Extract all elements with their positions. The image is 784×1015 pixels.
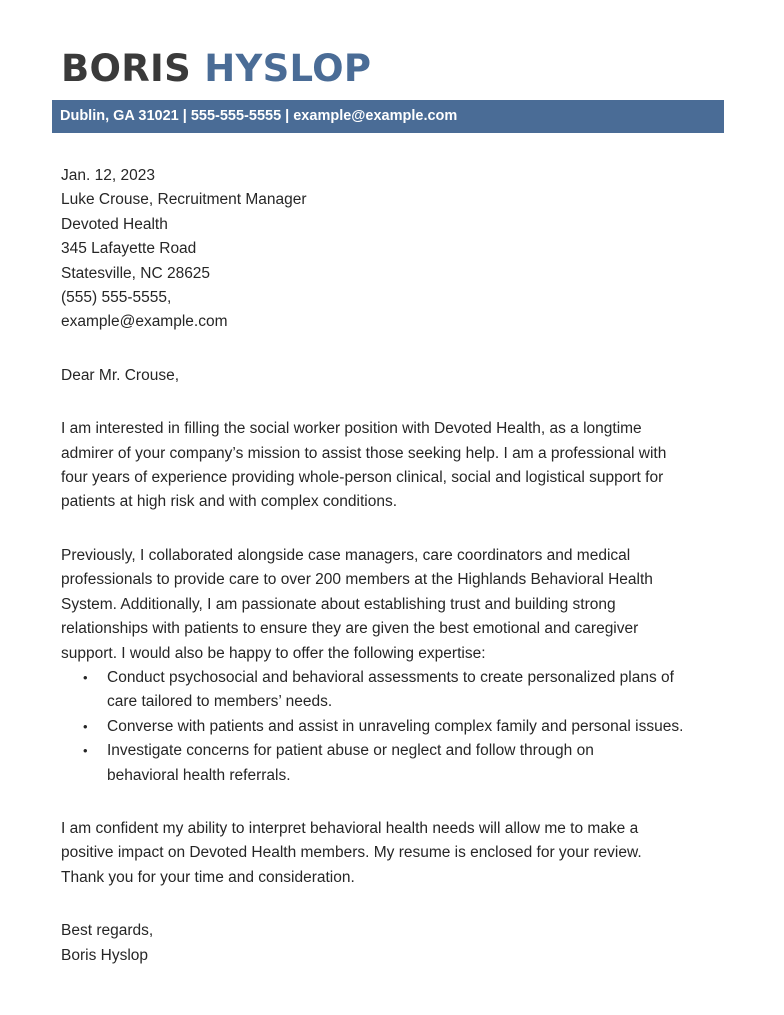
list-item-line: Investigate concerns for patient abuse or neglect and follow through on	[107, 742, 594, 760]
paragraph-3	[61, 817, 725, 890]
list-item-line: Converse with patients and assist in unraveling complex family and personal issues.	[107, 717, 684, 735]
last-name: HYSLOP	[204, 47, 372, 90]
applicant-name	[61, 46, 371, 92]
letter-date: Jan. 12, 2023	[61, 167, 155, 184]
letter-body	[61, 164, 725, 968]
list-item-line: behavioral health referrals.	[107, 766, 291, 784]
recipient-city: Statesville, NC 28625	[61, 264, 211, 282]
recipient-street: 345 Lafayette Road	[61, 240, 197, 258]
list-item-line: Conduct psychosocial and behavioral assessments to create personalized plans of	[107, 668, 674, 686]
list-item-line: care tailored to members’ needs.	[107, 693, 333, 711]
paragraph-line: support. I would also be happy to offer the following expertise:	[61, 644, 486, 662]
salutation: Dear Mr. Crouse,	[61, 366, 180, 384]
paragraph-line: admirer of your company’s mission to assist those seeking help. I am a professional with	[61, 444, 667, 462]
paragraph-line: I am interested in filling the social worker position with Devoted Health, as a longtime	[61, 420, 642, 438]
paragraph-line: Previously, I collaborated alongside case managers, care coordinators and medical	[61, 546, 631, 564]
contact-info: Dublin, GA 31021 | 555-555-5555 | example@example.com	[60, 108, 458, 124]
paragraph-line: System. Additionally, I am passionate about establishing trust and building strong	[61, 595, 616, 613]
paragraph-line: four years of experience providing whole-person clinical, social and logistical support for	[61, 469, 664, 487]
contact-bar	[52, 100, 724, 133]
bullet-icon: •	[83, 718, 88, 734]
recipient-company: Devoted Health	[61, 215, 168, 233]
expertise-list	[61, 666, 725, 788]
paragraph-1	[61, 417, 725, 515]
list-item	[61, 739, 725, 788]
recipient-block	[61, 164, 725, 335]
paragraph-line: professionals to provide care to over 200 members at the Highlands Behavioral Health	[61, 571, 653, 589]
recipient-name: Luke Crouse, Recruitment Manager	[61, 191, 307, 209]
bullet-icon: •	[83, 743, 88, 759]
list-item	[61, 715, 725, 739]
paragraph-line: Thank you for your time and consideration.	[61, 868, 355, 886]
bullet-icon: •	[83, 669, 88, 685]
signature: Boris Hyslop	[61, 946, 148, 964]
closing: Best regards,	[61, 922, 154, 940]
paragraph-line: relationships with patients to ensure they are given the best emotional and caregiver	[61, 620, 639, 638]
first-name: BORIS	[61, 47, 192, 90]
list-item	[61, 666, 725, 715]
recipient-email: example@example.com	[61, 313, 228, 331]
paragraph-line: positive impact on Devoted Health members. My resume is enclosed for your review.	[61, 844, 642, 862]
recipient-phone: (555) 555-5555,	[61, 289, 172, 307]
sign-off	[61, 919, 725, 968]
paragraph-line: patients at high risk and with complex conditions.	[61, 493, 398, 511]
paragraph-2	[61, 544, 725, 666]
paragraph-line: I am confident my ability to interpret behavioral health needs will allow me to make a	[61, 819, 639, 837]
